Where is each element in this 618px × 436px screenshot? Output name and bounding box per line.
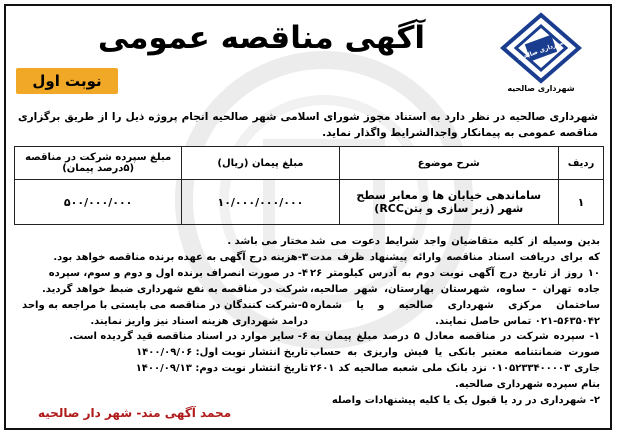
header-contract-amount: مبلغ پیمان (ریال) (182, 147, 339, 180)
projects-table (14, 146, 604, 225)
header-deposit-amount: مبلغ سپرده شرکت در مناقصه (۵درصد پیمان) (15, 147, 182, 180)
round-badge: نوبت اول (16, 68, 118, 94)
intro-paragraph: شهرداری صالحیه در نظر دارد به استناد مجوز شورای اسلامی شهر صالحیه انجام پروژه ذیل را از طریق برگزاری مناقصه عمومی به پیمانکار واجدالشرایط واگذار نماید. (18, 111, 598, 139)
condition-6: ۶- سایر موارد در اسناد مناقصه قید گردیده است. (69, 331, 308, 343)
condition-1: ۱- سپرده شرکت در مناقصه معادل ۵ درصد مبلغ پیمان به صورت ضمانتنامه معتبر بانکی یا فیش واریزی به حساب جاری ۰۱۰۵۲۳۳۴۰۰۰۰۳ نزد بانک ملی شعبه صالحیه کد ۲۶۰۱ بنام سپرده شهرداری صالحیه. (310, 331, 601, 391)
cell-row-number: ۱ (558, 180, 603, 225)
cell-deposit-amount: ۵۰۰/۰۰۰/۰۰۰ (15, 180, 182, 225)
condition-2-continued: مختار می باشد . (227, 236, 308, 247)
condition-2: ۲- شهرداری در رد یا قبول یک یا کلیه پیشنهادات واصله (331, 395, 600, 407)
mayor-signature: محمد آگهی مند- شهر دار صالحیه (38, 406, 232, 420)
cell-contract-amount: ۱۰/۰۰۰/۰۰۰/۰۰۰ (182, 180, 339, 225)
logo-emblem-text: شهرداری صالحیه (516, 38, 567, 63)
header-row-number: ردیف (558, 147, 603, 180)
table-header-row (15, 147, 604, 180)
header-subject: شرح موضوع (339, 147, 558, 180)
logo-emblem-icon (500, 12, 582, 84)
notice-title: آگهی مناقصه عمومی (97, 20, 425, 56)
table-row (15, 180, 604, 225)
second-publication-date: تاریخ انتشار نوبت دوم: ۱۴۰۰/۰۹/۱۳ (135, 363, 308, 375)
tender-notice (4, 4, 612, 430)
invitation-paragraph: بدین وسیله از کلیه متقاضیان واجد شرایط دعوت می شد که برای دریافت اسناد مناقصه وارائه پیشنهاد ظرف مدت ۱۰ روز از تاریخ درج آگهی نوبت دوم به آدرس کیلومتر ۲۶ جاده تهران - ساوه، شهرستان بهارستان، شهر صالحیه، ساختمان مرکزی شهرداری صالحیه و یا شماره ۵۶۳۵۰۴۲-۰۲۱ تماس حاصل نمایند. (310, 236, 600, 327)
logo-caption: شهرداری صالحیه (507, 84, 575, 93)
condition-3: ۳-هزینه درج آگهی به عهده برنده مناقصه خواهد بود. (53, 251, 308, 263)
condition-4: ۴- در صورت انصراف برنده اول و دوم و سوم، سپرده شرکت در مناقصه به نفع شهرداری ضبط خواهد گردید. (42, 267, 308, 295)
conditions-column-right (310, 234, 600, 409)
conditions-column-left (20, 234, 308, 377)
first-publication-date: تاریخ انتشار نوبت اول: ۱۴۰۰/۰۹/۰۶ (136, 347, 308, 359)
notice-header (6, 6, 610, 106)
cell-subject: ساماندهی خیابان ها و معابر سطح شهر (زیر سازی و بتنRCC) (339, 180, 558, 225)
condition-5: ۵-شرکت کنندگان در مناقصه می بایستی با مراجعه به واحد درامد شهرداری هزینه اسناد نیز واریز نمایند. (22, 299, 308, 327)
municipality-logo (500, 12, 582, 98)
